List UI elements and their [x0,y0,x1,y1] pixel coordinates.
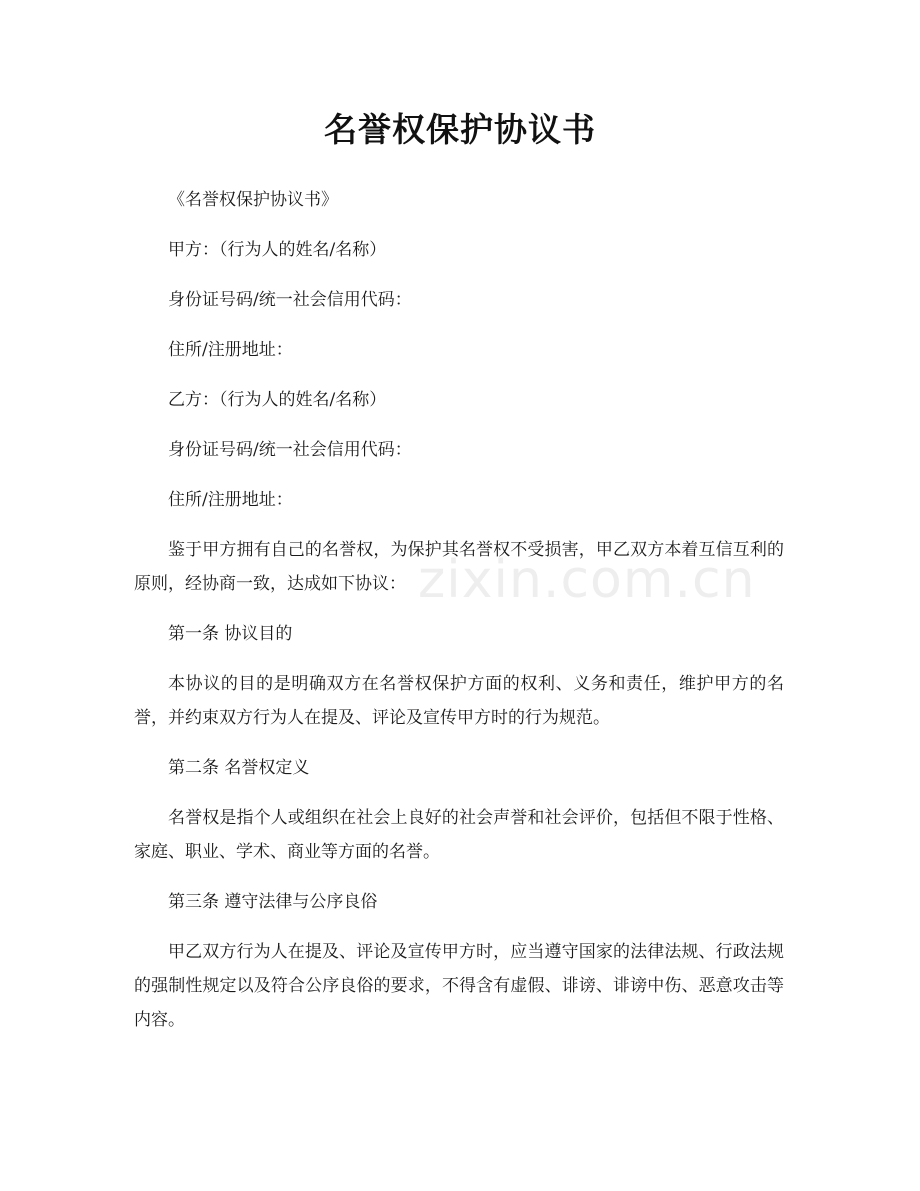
watermark: zixin.com.cn [418,550,756,610]
preamble-paragraph: 鉴于甲方拥有自己的名誉权，为保护其名誉权不受损害，甲乙双方本着互信互利的原则，经协商一致，达成如下协议： [134,540,784,594]
party-b-name: 乙方：（行为人的姓名/名称） [168,390,387,410]
article-3-body: 甲乙双方行为人在提及、评论及宣传甲方时，应当遵守国家的法律法规、行政法规的强制性规定以及符合公序良俗的要求，不得含有虚假、诽谤、诽谤中伤、恶意攻击等内容。 [134,942,784,1030]
page-title: 名誉权保护协议书 [324,110,596,149]
party-a-address: 住所/注册地址： [168,340,293,360]
party-b-address: 住所/注册地址： [168,490,293,510]
article-3-heading: 第三条 遵守法律与公序良俗 [168,892,378,912]
doc-heading-paragraph: 《名誉权保护协议书》 [168,190,338,210]
party-a-name: 甲方：（行为人的姓名/名称） [168,240,387,260]
article-2-body: 名誉权是指个人或组织在社会上良好的社会声誉和社会评价，包括但不限于性格、家庭、职业、学术、商业等方面的名誉。 [134,808,784,862]
article-1-heading: 第一条 协议目的 [168,624,293,644]
party-a-id: 身份证号码/统一社会信用代码： [168,290,412,310]
document-body [134,183,784,1053]
article-1-body: 本协议的目的是明确双方在名誉权保护方面的权利、义务和责任，维护甲方的名誉，并约束双方行为人在提及、评论及宣传甲方时的行为规范。 [134,674,784,728]
party-b-id: 身份证号码/统一社会信用代码： [168,440,412,460]
article-2-heading: 第二条 名誉权定义 [168,758,310,778]
